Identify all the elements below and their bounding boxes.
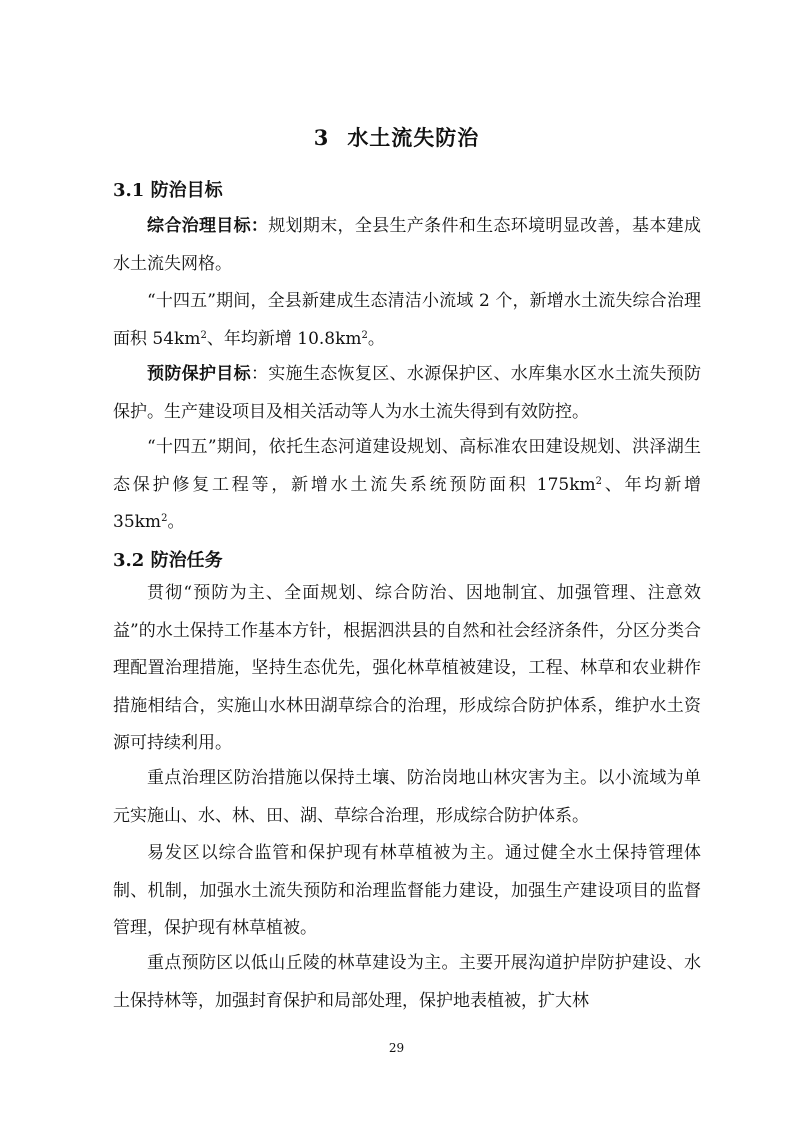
paragraph-prone-area: 易发区以综合监管和保护现有林草植被为主。通过健全水土保持管理体制、机制，加强水土流失预防和治理监督能力建设，加强生产建设项目的监督管理，保护现有林草植被。 (113, 843, 701, 938)
superscript: 2 (361, 329, 368, 341)
paragraph-text: 。 (167, 512, 185, 532)
paragraph-text: 、年均新增 10.8km (206, 328, 362, 349)
chapter-title-text: 水土流失防治 (347, 125, 480, 150)
paragraph-prevention-goal (113, 356, 701, 431)
section-heading-3-2: 3.2 防治任务 (113, 550, 223, 571)
paragraph-lead: 综合治理目标： (147, 216, 269, 236)
paragraph-text: ：实施生态恢复区、水源保护区、水库集水区水土流失预防保护。生产建设项目及相关活动等人为水土流失得到有效防控。 (113, 364, 702, 422)
paragraph-key-prevention-area: 重点预防区以低山丘陵的林草建设为主。主要开展沟道护岸防护建设、水土保持林等，加强封育保护和局部处理，保护地表植被，扩大林 (113, 953, 701, 1011)
chapter-title (0, 122, 793, 152)
paragraph-comprehensive-goal (113, 208, 701, 283)
superscript: 2 (200, 329, 207, 341)
paragraph-text: 、年均新增 35km (113, 474, 701, 532)
paragraph-guiding-policy: 贯彻“预防为主、全面规划、综合防治、因地制宜、加强管理、注意效益”的水土保持工作基本方针，根据泗洪县的自然和社会经济条件，分区分类合理配置治理措施，坚持生态优先，强化林草植被建设，工程、林草和农业耕作措施相结合，实施山水林田湖草综合的治理，形成综合防护体系，维护水土资源可持续利用。 (113, 583, 701, 753)
paragraph-text: 。 (367, 328, 385, 349)
chapter-number: 3 (313, 125, 330, 150)
paragraph-text: 规划期末，全县生产条件和生态环境明显改善，基本建成水土流失网格。 (113, 216, 702, 274)
paragraph-lead: 预防保护目标 (147, 364, 251, 384)
page-number: 29 (388, 1041, 405, 1055)
paragraph-key-governance-area: 重点治理区防治措施以保持土壤、防治岗地山林灾害为主。以小流域为单元实施山、水、林、田、湖、草综合治理，形成综合防护体系。 (113, 768, 701, 826)
superscript: 2 (161, 513, 168, 524)
superscript: 2 (595, 475, 603, 487)
section-heading-3-1: 3.1 防治目标 (113, 180, 223, 201)
paragraph-14th-plan-prevention (113, 429, 701, 542)
paragraph-14th-plan-governance (113, 283, 701, 358)
paragraph-text: “十四五”期间，依托生态河道建设规划、高标准农田建设规划、洪泽湖生态保护修复工程等，新增水土流失系统预防面积 175km (113, 437, 701, 495)
paragraph-text: “十四五”期间，全县新建成生态清洁小流域 2 个，新增水土流失综合治理面积 54km (113, 291, 701, 349)
